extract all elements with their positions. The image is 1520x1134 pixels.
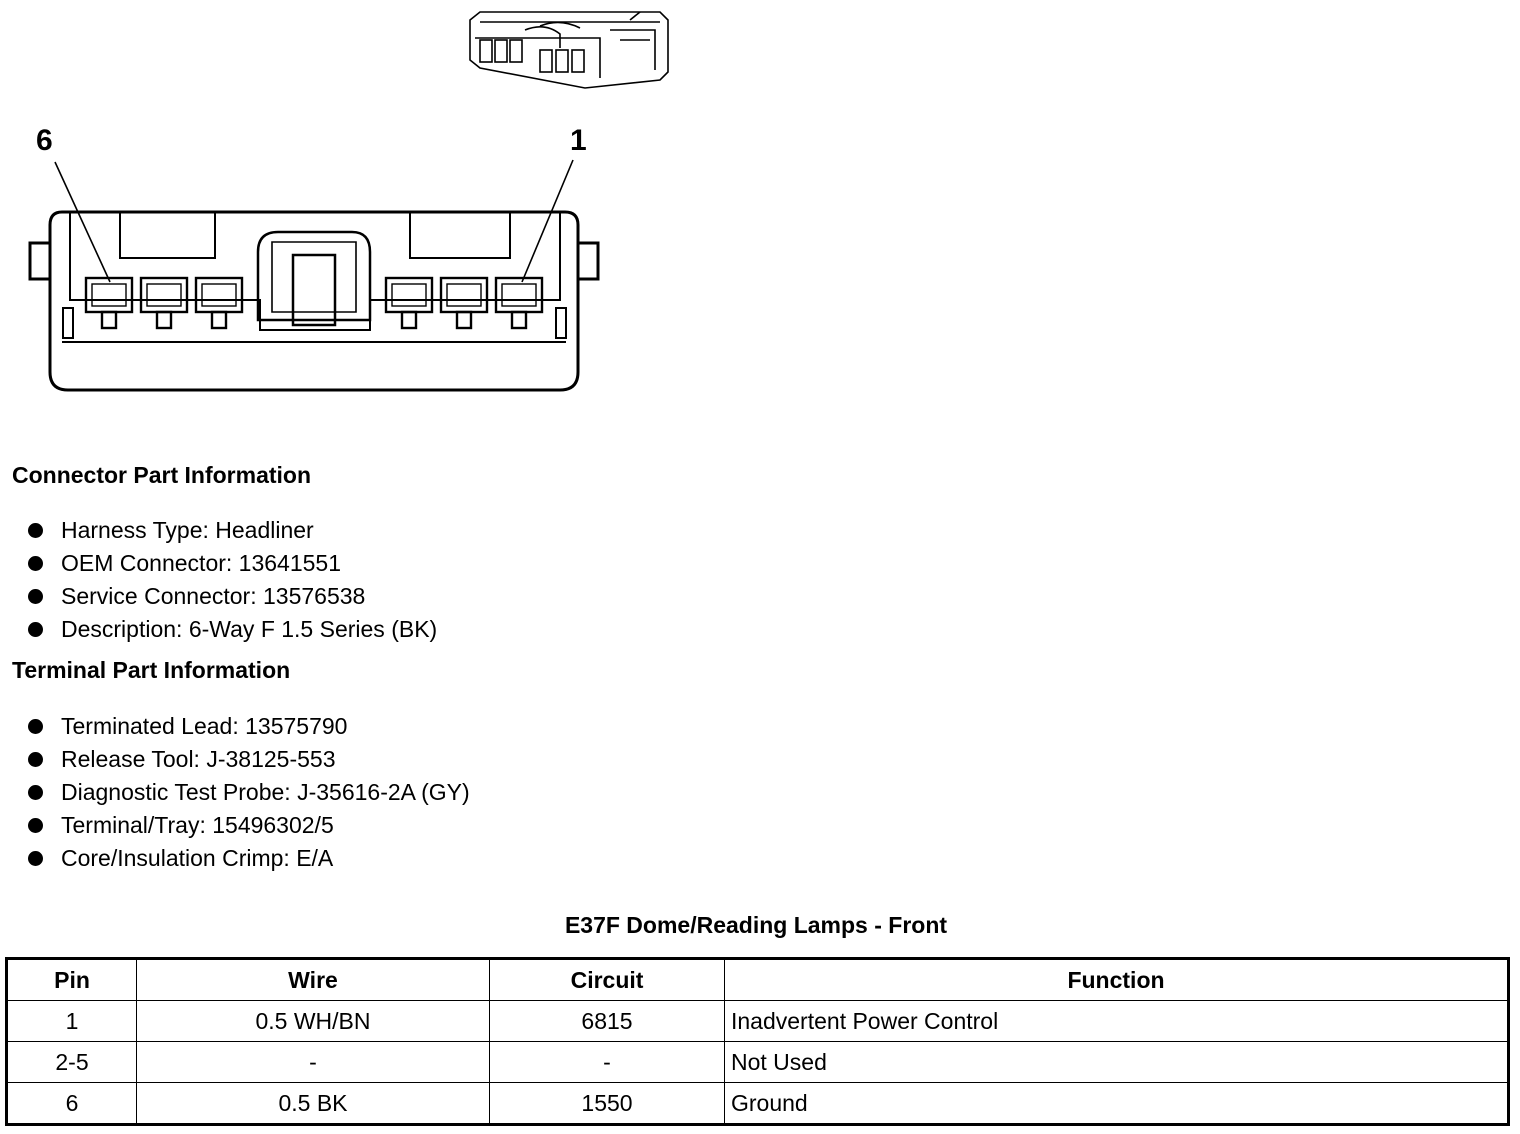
terminal-cavity-2 — [441, 278, 487, 328]
cell-pin: 6 — [7, 1083, 137, 1125]
leader-line-6 — [55, 162, 110, 282]
terminal-part-info-list — [28, 710, 470, 875]
terminal-cavity-4 — [196, 278, 242, 328]
connector-diagram — [0, 0, 700, 430]
terminal-part-info-heading: Terminal Part Information — [12, 657, 291, 683]
bullet-icon — [28, 785, 43, 800]
cell-circuit: - — [490, 1042, 725, 1083]
terminal-cavity-1 — [496, 278, 542, 328]
list-item — [28, 743, 470, 776]
diagnostic-test-probe: Diagnostic Test Probe: J-35616-2A (GY) — [61, 779, 470, 805]
bullet-icon — [28, 556, 43, 571]
cell-wire: 0.5 WH/BN — [137, 1001, 490, 1042]
oem-connector: OEM Connector: 13641551 — [61, 550, 342, 576]
terminal-tray: Terminal/Tray: 15496302/5 — [61, 812, 334, 838]
release-tool: Release Tool: J-38125-553 — [61, 746, 336, 772]
table-row — [7, 1083, 1509, 1125]
col-header-function: Function — [725, 959, 1509, 1001]
cell-circuit: 1550 — [490, 1083, 725, 1125]
table-row — [7, 1001, 1509, 1042]
list-item — [28, 842, 470, 875]
pin-label-1: 1 — [570, 124, 587, 157]
bullet-icon — [28, 719, 43, 734]
harness-type: Harness Type: Headliner — [61, 517, 314, 543]
bullet-icon — [28, 818, 43, 833]
list-item — [28, 809, 470, 842]
cell-function: Inadvertent Power Control — [725, 1001, 1509, 1042]
terminal-cavity-5 — [141, 278, 187, 328]
table-row — [7, 1042, 1509, 1083]
leader-line-1 — [522, 160, 573, 282]
bullet-icon — [28, 752, 43, 767]
list-item — [28, 613, 437, 646]
terminal-cavity-6 — [86, 278, 132, 328]
description: Description: 6-Way F 1.5 Series (BK) — [61, 616, 438, 642]
col-header-pin: Pin — [7, 959, 137, 1001]
service-connector: Service Connector: 13576538 — [61, 583, 366, 609]
terminated-lead: Terminated Lead: 13575790 — [61, 713, 348, 739]
connector-part-info-heading: Connector Part Information — [12, 462, 312, 488]
bullet-icon — [28, 523, 43, 538]
list-item — [28, 580, 437, 613]
pin-table — [5, 957, 1510, 1126]
terminal-cavity-3 — [386, 278, 432, 328]
cell-circuit: 6815 — [490, 1001, 725, 1042]
table-header-row — [7, 959, 1509, 1001]
connector-iso-view — [470, 12, 668, 88]
bullet-icon — [28, 589, 43, 604]
cell-function: Ground — [725, 1083, 1509, 1125]
list-item — [28, 710, 470, 743]
list-item — [28, 514, 437, 547]
col-header-wire: Wire — [137, 959, 490, 1001]
cell-wire: 0.5 BK — [137, 1083, 490, 1125]
list-item — [28, 776, 470, 809]
core-insulation-crimp: Core/Insulation Crimp: E/A — [61, 845, 334, 871]
bullet-icon — [28, 851, 43, 866]
table-title: E37F Dome/Reading Lamps - Front — [564, 912, 948, 938]
cell-function: Not Used — [725, 1042, 1509, 1083]
cell-wire: - — [137, 1042, 490, 1083]
bullet-icon — [28, 622, 43, 637]
connector-face — [30, 212, 598, 390]
connector-part-info-list — [28, 514, 437, 646]
list-item — [28, 547, 437, 580]
pin-label-6: 6 — [36, 124, 53, 157]
cell-pin: 1 — [7, 1001, 137, 1042]
cell-pin: 2-5 — [7, 1042, 137, 1083]
col-header-circuit: Circuit — [490, 959, 725, 1001]
